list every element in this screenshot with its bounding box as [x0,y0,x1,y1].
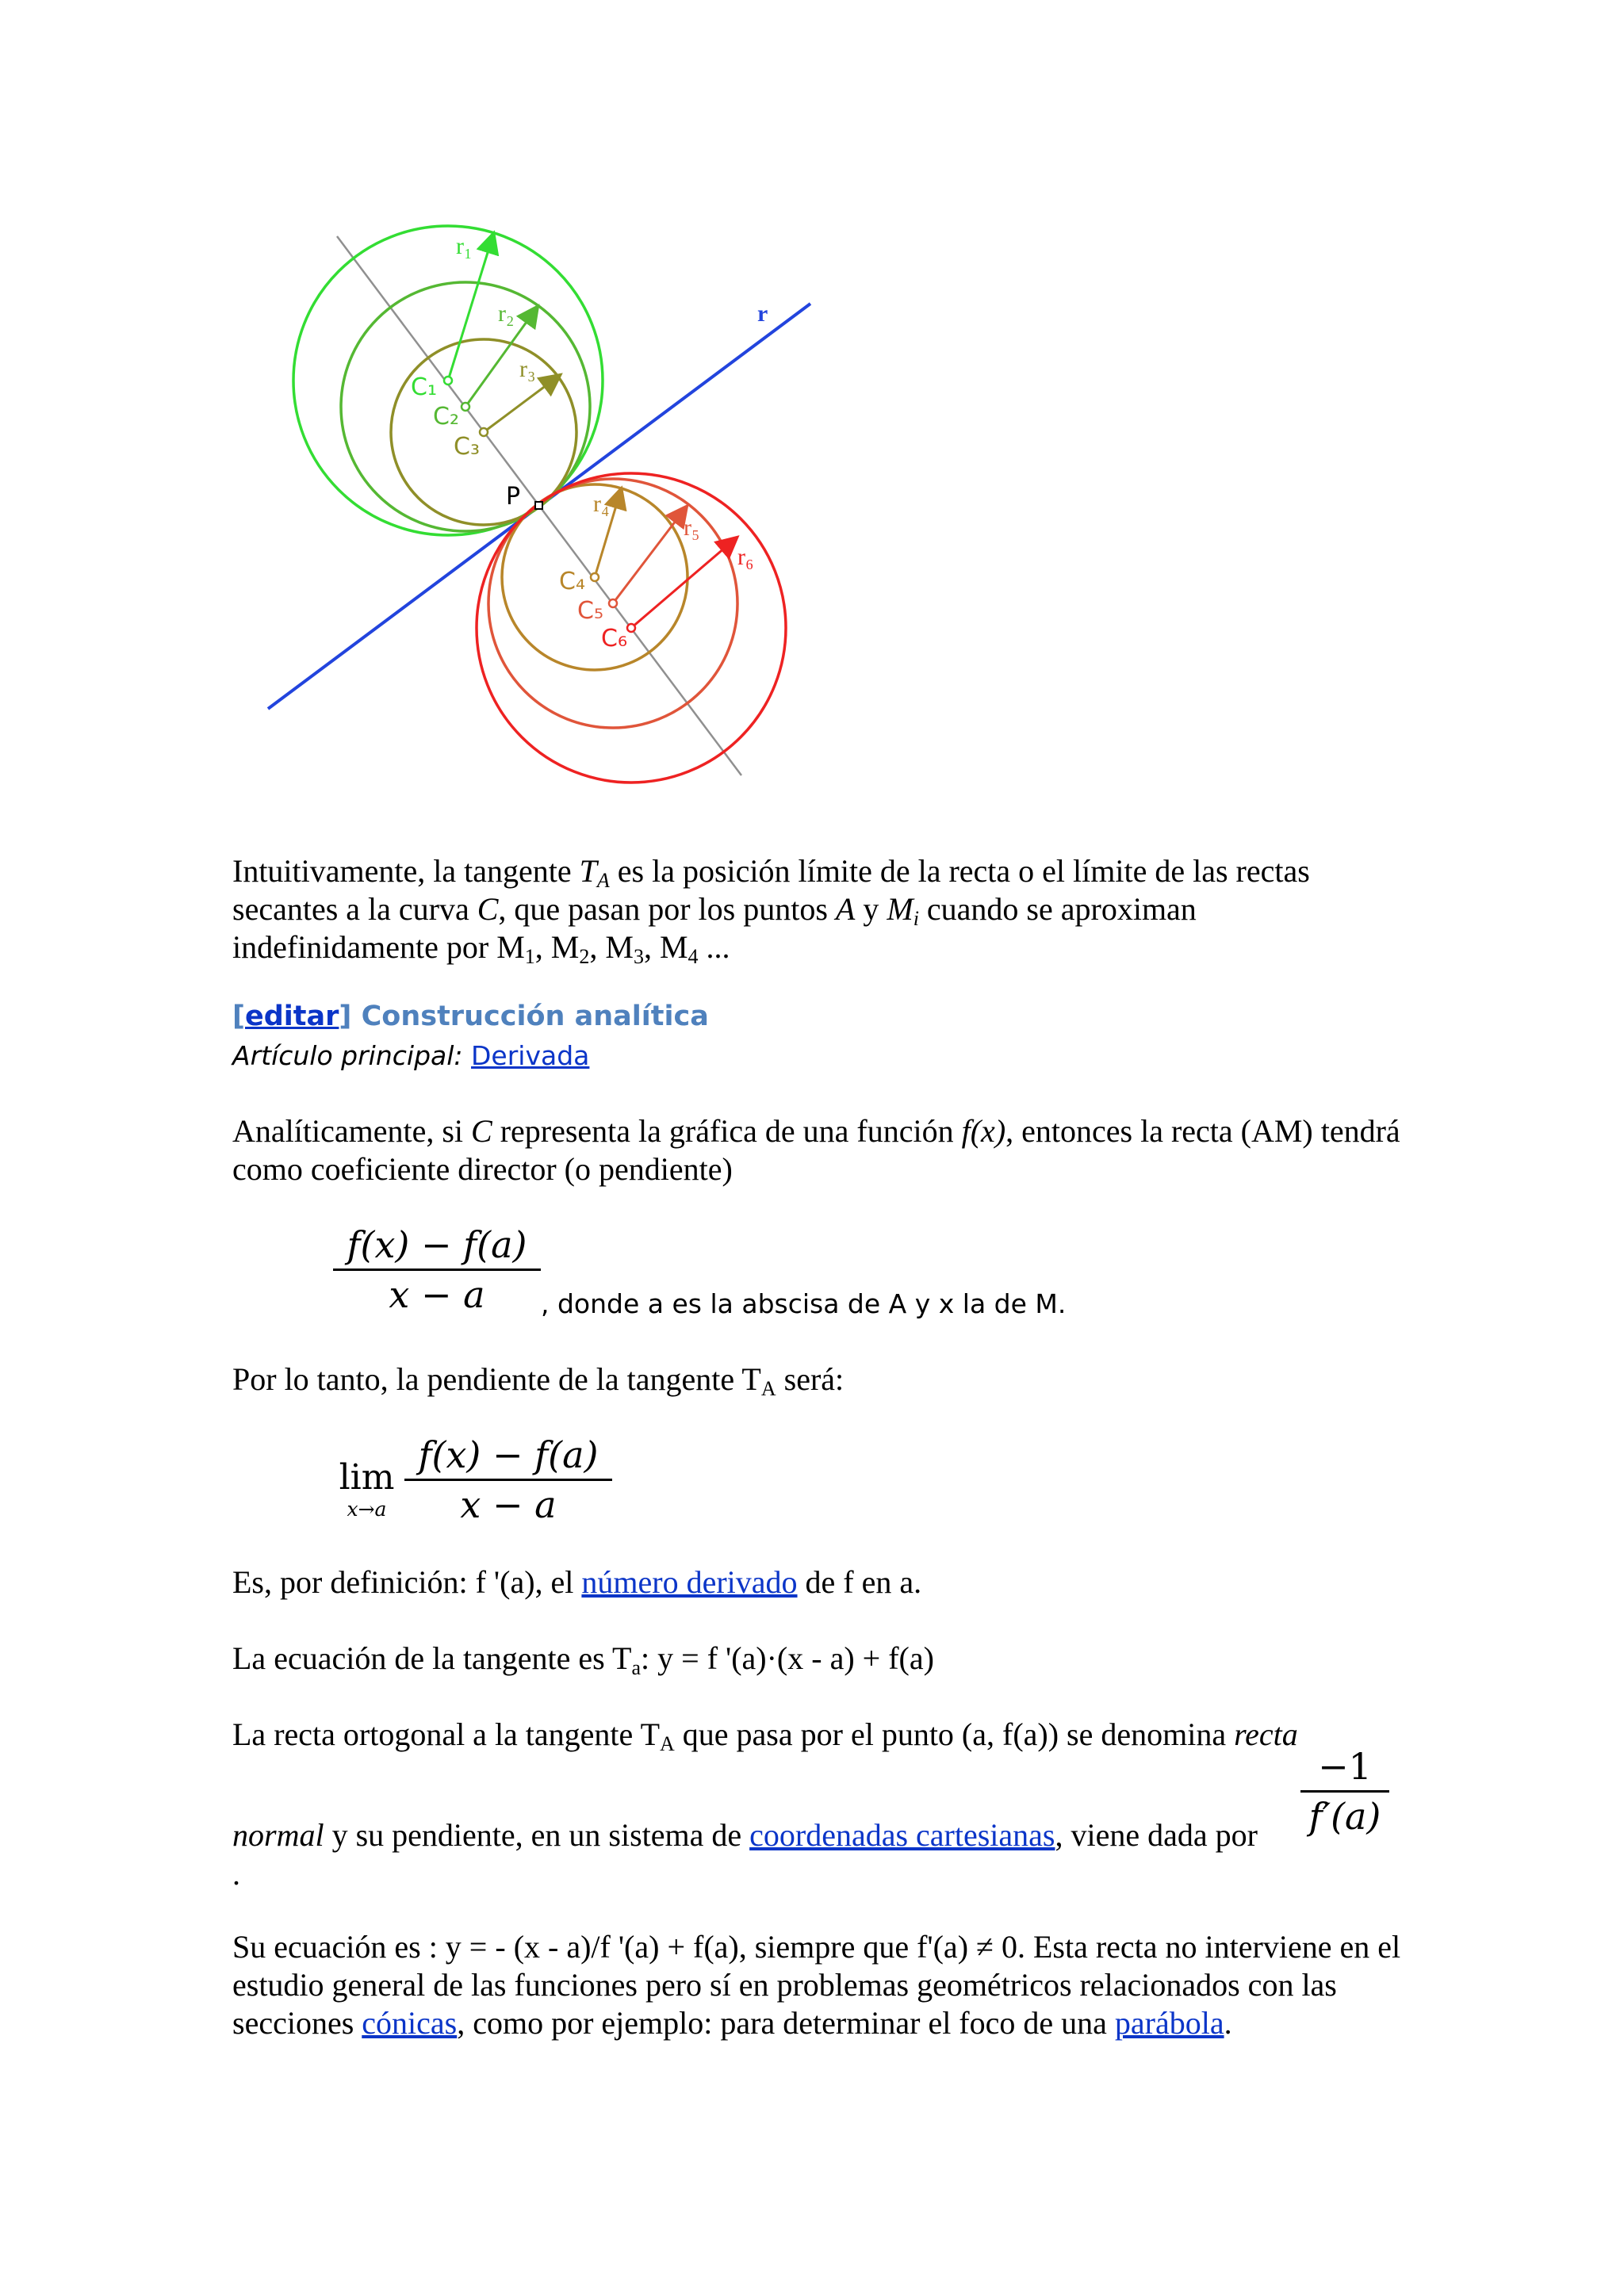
text: 1 [524,945,535,968]
text: M [887,891,914,927]
text: C [471,1113,492,1149]
label-c5: C₅ [577,597,603,625]
main-article-label: Artículo principal: [232,1040,472,1071]
paragraph-tangent-equation [232,1640,1406,1678]
fraction-numerator: −1 [1318,1745,1372,1788]
text: cuando se aproximan indefinidamente por M [232,891,1197,965]
text: A [660,1732,675,1755]
text: de f en a. [797,1564,922,1600]
text: , M [589,929,634,965]
text: , como por ejemplo: para determinar el foco de una [457,2005,1115,2041]
paragraph-normal-line-1 [232,1716,1406,1754]
text: A [760,1377,776,1400]
lim-subscript: x→a [347,1498,387,1521]
text: recta [1234,1716,1298,1752]
text: , entonces la recta (AM) tendrá como coeficiente director (o pendiente) [232,1113,1400,1187]
text: La ecuación de la tangente es T [232,1640,632,1676]
text: que pasa por el punto (a, f(a)) se denomina [674,1716,1235,1752]
label-r2: r₂ [498,300,515,327]
text: : y = f '(a)·(x - a) + f(a) [641,1640,934,1676]
text: La recta ortogonal a la tangente T [232,1716,661,1752]
label-c6: C₆ [601,625,627,652]
point-c1 [444,377,452,385]
fraction-numerator: f(x) − f(a) [418,1433,599,1476]
point-c2 [462,403,469,411]
limit-operator [333,1457,400,1521]
fraction-denominator: x − a [389,1273,485,1316]
text: es la posición límite de la recta o el límite de las rectas secantes a la curva [232,853,1310,927]
label-c2: C₂ [433,403,459,430]
derivada-link[interactable]: Derivada [471,1040,590,1071]
text: C [477,891,499,927]
point-c5 [609,599,617,607]
edit-link[interactable]: editar [245,1001,339,1032]
label-r1: r₁ [456,233,473,259]
text: A [596,869,610,892]
point-c3 [480,428,488,436]
bracket-open: [ [232,1001,245,1032]
conicas-link[interactable]: cónicas [362,2005,458,2041]
lim-text: lim [339,1457,395,1498]
point-p [535,502,542,509]
fraction-denominator: f′(a) [1308,1795,1381,1838]
numero-derivado-link[interactable]: número derivado [581,1564,798,1600]
tangent-circles-figure [0,0,1624,809]
section-title: Construcción analítica [351,1001,709,1032]
formula-caption: , donde a es la abscisa de A y x la de M. [541,1288,1067,1319]
text: . [1224,2005,1232,2041]
text: Intuitivamente, la tangente [232,853,580,889]
text: y [855,891,887,927]
slope-fraction [333,1221,541,1318]
fraction-numerator: f(x) − f(a) [347,1223,527,1266]
text: f(x) [961,1113,1006,1149]
paragraph-normal-line-2 [232,1816,1406,1854]
point-c4 [591,573,599,581]
text: a [631,1656,642,1679]
text: 3 [633,945,644,968]
paragraph-definition [232,1563,1406,1601]
bracket-close: ] [339,1001,352,1032]
paragraph-normal-equation [232,1928,1406,2042]
label-r: r [757,300,768,327]
label-c4: C₄ [559,568,585,595]
text: , M [643,929,688,965]
radius-r3-arrow [484,376,559,432]
paragraph-analytic [232,1112,1406,1188]
label-r6: r₆ [737,544,754,570]
normal-slope-fraction [1300,1743,1389,1840]
text: , que pasan por los puntos [498,891,836,927]
text: Su ecuación es : y = - (x - a)/f '(a) + f(a), siempre que f'(a) ≠ 0. Esta recta no interviene en el estudio general de las funciones pero sí en problemas geométricos relacionados con las secciones [232,1929,1401,2041]
paragraph-normal-dot: . [232,1856,240,1892]
text: será: [776,1361,845,1397]
text: representa la gráfica de una función [492,1113,962,1149]
label-r3: r₃ [519,356,536,382]
text: T [579,853,597,889]
paragraph-tangent-slope [232,1360,1406,1399]
text: 4 [688,945,699,968]
text: , M [534,929,580,965]
paragraph-intuition [232,852,1406,966]
section-heading [232,1001,709,1032]
limit-fraction [404,1431,612,1529]
text: Es, por definición: f '(a), el [232,1564,582,1600]
label-p: P [506,483,521,511]
text: normal [232,1817,324,1853]
fraction-denominator: x − a [460,1483,557,1526]
text: 2 [579,945,590,968]
label-c3: C₃ [454,433,480,461]
label-r4: r₄ [593,491,610,517]
parabola-link[interactable]: parábola [1114,2005,1224,2041]
coordenadas-cartesianas-link[interactable]: coordenadas cartesianas [749,1817,1055,1853]
text: , viene dada por [1055,1817,1258,1853]
text: i [913,907,919,930]
text: Por lo tanto, la pendiente de la tangente T [232,1361,761,1397]
text: ... [698,929,730,965]
main-article-note [232,1040,589,1071]
text: y su pendiente, en un sistema de [324,1817,750,1853]
text: A [835,891,856,927]
text: Analíticamente, si [232,1113,472,1149]
point-c6 [627,624,635,632]
label-r5: r₅ [684,515,700,541]
label-c1: C₁ [411,373,437,401]
